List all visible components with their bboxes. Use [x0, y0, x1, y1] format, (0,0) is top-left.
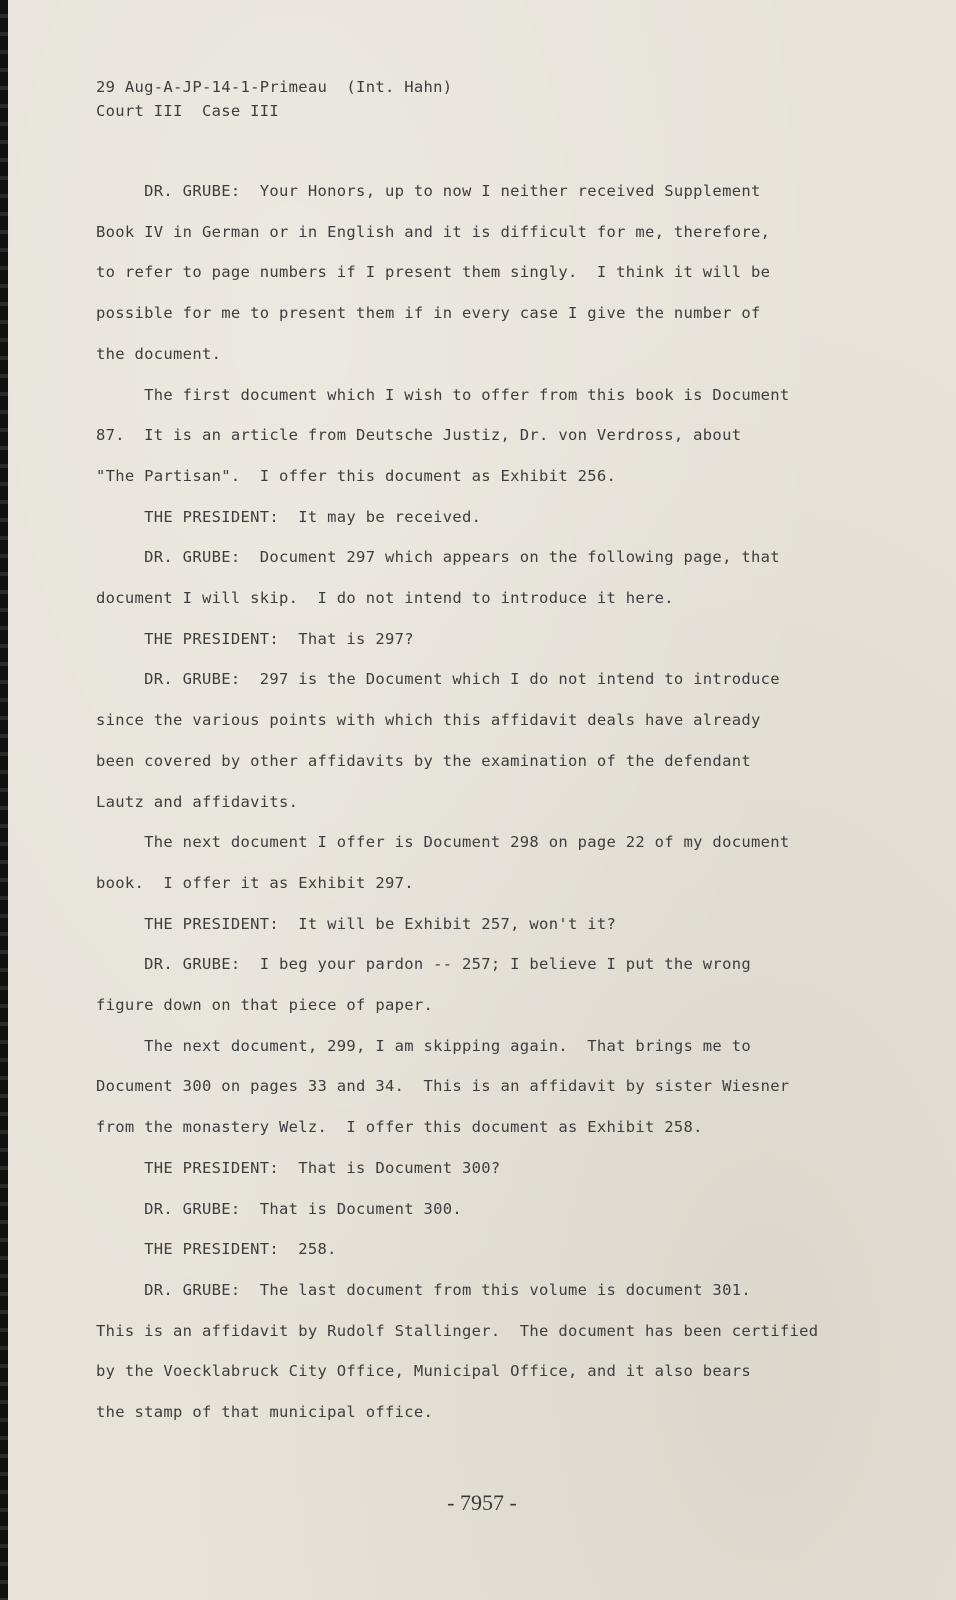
text-line: Book IV in German or in English and it is difficult for me, therefore,: [96, 222, 771, 241]
text-line: book. I offer it as Exhibit 297.: [96, 873, 414, 892]
text-line: figure down on that piece of paper.: [96, 996, 434, 1014]
text-line: Lautz and affidavits.: [96, 792, 299, 811]
binding-edge: [0, 0, 8, 1600]
text-line: DR. GRUBE: Document 297 which appears on the following page, that: [96, 548, 780, 567]
text-line: Document 300 on pages 33 and 34. This is an affidavit by sister Wiesner: [96, 1077, 790, 1096]
text-line: possible for me to present them if in every case I give the number of: [96, 304, 761, 323]
text-line: DR. GRUBE: Your Honors, up to now I neither received Supplement: [96, 182, 761, 200]
document-page: [8, 0, 956, 1600]
text-line: DR. GRUBE: That is Document 300.: [96, 1199, 463, 1218]
text-line: THE PRESIDENT: That is 297?: [96, 629, 414, 648]
text-line: THE PRESIDENT: It may be received.: [96, 507, 482, 526]
text-line: DR. GRUBE: I beg your pardon -- 257; I believe I put the wrong: [96, 955, 751, 974]
text-line: "The Partisan". I offer this document as Exhibit 256.: [96, 466, 617, 485]
header-line-1: 29 Aug-A-JP-14-1-Primeau (Int. Hahn): [96, 78, 453, 96]
text-line: THE PRESIDENT: It will be Exhibit 257, won't it?: [96, 914, 617, 933]
text-line: document I will skip. I do not intend to introduce it here.: [96, 589, 674, 607]
text-line: The next document I offer is Document 298 on page 22 of my document: [96, 833, 790, 852]
text-line: The first document which I wish to offer from this book is Document: [96, 385, 790, 404]
text-line: from the monastery Welz. I offer this document as Exhibit 258.: [96, 1118, 703, 1137]
text-line: the document.: [96, 344, 222, 363]
page-number: - 7957 -: [447, 1490, 517, 1515]
text-line: THE PRESIDENT: That is Document 300?: [96, 1158, 501, 1177]
text-line: THE PRESIDENT: 258.: [96, 1240, 337, 1259]
text-line: 87. It is an article from Deutsche Justiz, Dr. von Verdross, about: [96, 426, 742, 445]
text-line: This is an affidavit by Rudolf Stallinger. The document has been certified: [96, 1321, 819, 1340]
text-line: DR. GRUBE: The last document from this volume is document 301.: [96, 1280, 751, 1299]
text-line: The next document, 299, I am skipping again. That brings me to: [96, 1036, 751, 1055]
header-line-2: Court III Case III: [96, 102, 280, 120]
text-line: to refer to page numbers if I present them singly. I think it will be: [96, 263, 771, 282]
text-line: since the various points with which this affidavit deals have already: [96, 711, 761, 730]
text-line: the stamp of that municipal office.: [96, 1403, 434, 1421]
text-line: by the Voecklabruck City Office, Municipal Office, and it also bears: [96, 1362, 751, 1381]
text-line: been covered by other affidavits by the examination of the defendant: [96, 751, 751, 770]
text-line: DR. GRUBE: 297 is the Document which I do not intend to introduce: [96, 670, 780, 689]
